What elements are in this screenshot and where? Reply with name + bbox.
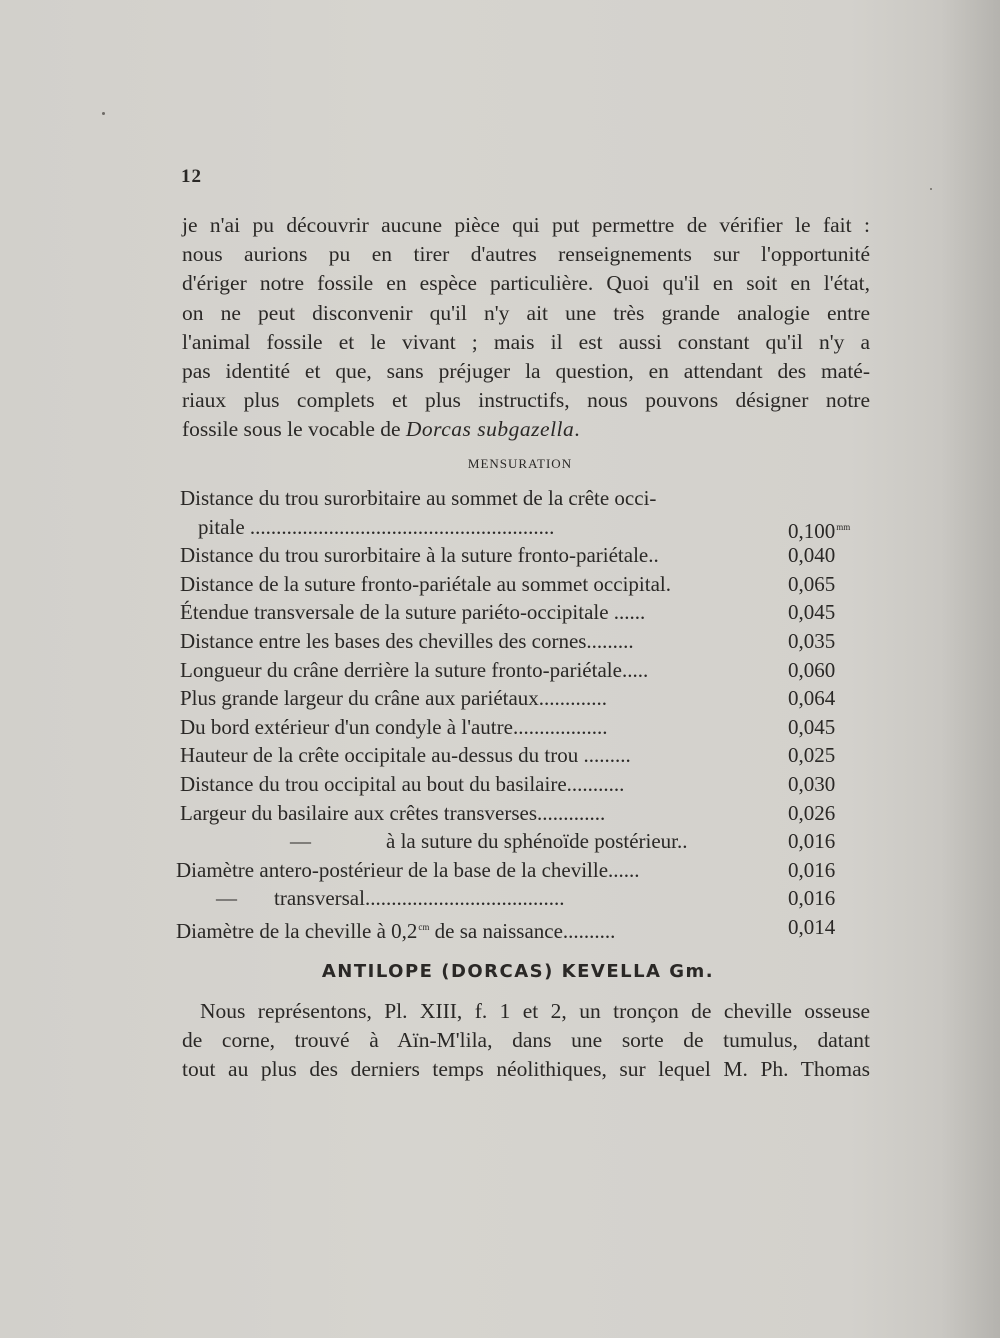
paragraph-line: l'animal fossile et le vivant ; mais il est aussi constant qu'il n'y a [182,329,870,354]
measurement-row [180,656,870,685]
measurement-row [180,598,870,627]
measurement-label: Du bord extérieur d'un condyle à l'autre.................. [180,714,608,739]
text-segment: Diamètre de la cheville à 0,2 [176,918,418,943]
measurement-table [176,484,870,943]
measurement-row [180,884,870,913]
measurement-row [180,627,870,656]
measurement-label: Étendue transversale de la suture pariéto-occipitale ...... [180,600,646,625]
paragraph-intro [182,211,870,445]
measurement-label: Distance entre les bases des chevilles des cornes......... [180,628,634,653]
measurement-row [180,713,870,742]
paragraph-line: riaux plus complets et plus instructifs, nous pouvons désigner notre [182,388,870,413]
measurement-label: transversal...................................... [274,886,565,911]
section-title: MENSURATION [467,456,573,471]
measurement-value: 0,016 [788,857,836,882]
page-edge-shadow [940,0,1000,1338]
measurement-row [176,913,870,943]
measurement-value: 0,016 [788,886,836,911]
measurement-label: Distance du trou surorbitaire au sommet de la crête occi- [180,486,657,510]
measurement-row [180,770,870,799]
measurement-value: 0,026 [788,800,836,825]
text-segment: de sa naissance.......... [429,918,616,943]
paragraph-last-line [182,415,870,444]
measurement-value: 0,065 [788,571,836,596]
paragraph-line: pas identité et que, sans préjuger la question, en attendant des maté- [182,359,870,384]
measurement-value: 0,025 [788,743,836,768]
measurement-value: 0,045 [788,600,836,625]
leader-dots: .......................................................... [249,514,555,539]
measurement-row [176,856,870,885]
paragraph-description [182,997,870,1085]
paragraph-line: tout au plus des derniers temps néolithiques, sur lequel M. Ph. Thomas [182,1057,870,1082]
measurement-row [180,570,870,599]
measurement-row [180,541,870,570]
unit-label: mm [836,521,851,532]
measurement-row [180,484,870,513]
paragraph-line: Nous représentons, Pl. XIII, f. 1 et 2, un tronçon de cheville osseuse [200,999,870,1023]
measurement-value: 0,014 [788,914,836,939]
text-segment: pitale [198,514,245,539]
species-name: Dorcas subgazella [405,417,575,442]
paper-speck [102,112,105,115]
paragraph-line: je n'ai pu découvrir aucune pièce qui put permettre de vérifier le fait : [182,213,870,237]
measurement-value: 0,045 [788,714,836,739]
value-text: 0,100 [788,518,836,543]
measurement-value: 0,016 [788,829,836,854]
measurement-value: 0,030 [788,771,836,796]
measurement-label: Largeur du basilaire aux crêtes transverses............. [180,800,606,825]
measurement-row [180,513,870,542]
text-segment: . [574,417,580,442]
measurement-label: Plus grande largeur du crâne aux pariétaux............. [180,686,608,711]
measurement-label [198,513,554,542]
measurement-label: Hauteur de la crête occipitale au-dessus du trou ......... [180,743,631,768]
measurement-label: à la suture du sphénoïde postérieur.. [386,829,688,854]
text-segment: fossile sous le vocable de [182,417,406,442]
paragraph-line: de corne, trouvé à Aïn-M'lila, dans une sorte de tumulus, datant [182,1028,870,1053]
measurement-value: 0,040 [788,543,836,568]
measurement-row [180,741,870,770]
paragraph-line: d'ériger notre fossile en espèce particulière. Quoi qu'il en soit en l'état, [182,271,870,296]
measurement-label: Distance de la suture fronto-pariétale au sommet occipital. [180,571,671,596]
measurement-value: 0,060 [788,657,836,682]
measurement-row [180,827,870,856]
measurement-label: Distance du trou surorbitaire à la suture fronto-pariétale.. [180,543,659,568]
measurement-row [180,799,870,828]
page-number: 12 [181,166,202,187]
ditto-dash: — [290,829,311,854]
measurement-row [180,684,870,713]
paragraph-line: nous aurions pu en tirer d'autres renseignements sur l'opportunité [182,242,870,267]
paragraph-line: on ne peut disconvenir qu'il n'y ait une très grande analogie entre [182,300,870,325]
measurement-value: 0,064 [788,686,836,711]
measurement-label: Distance du trou occipital au bout du basilaire........... [180,771,625,796]
paper-speck [930,188,932,190]
measurement-label: Diamètre antero-postérieur de la base de la cheville...... [176,857,640,882]
ditto-dash: — [216,886,237,911]
measurement-value: 0,035 [788,628,836,653]
measurement-label: Longueur du crâne derrière la suture fronto-pariétale..... [180,657,649,682]
species-heading: ANTILOPE (DORCAS) KEVELLA Gm. [321,961,715,982]
measurement-label [176,913,615,946]
unit-label: cm [418,921,430,932]
